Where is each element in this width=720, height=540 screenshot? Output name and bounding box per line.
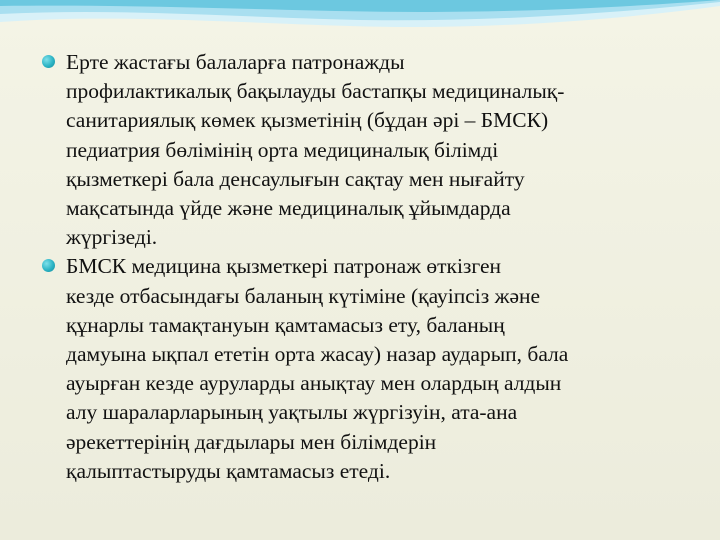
bullet-dot-icon — [42, 259, 55, 272]
bullet-item — [42, 48, 692, 252]
slide-content — [42, 48, 692, 486]
bullet-text: БМСК медицина қызметкері патронаж өткізген кезде отбасындағы баланың күтіміне (қауіпсіз және құнарлы тамақтануын қамтамасыз ету, баланың дамуына ықпал ететін орта жасау) назар аударып, бала ауырған кезде ауруларды анықтау мен олардың алдын алу шараларларының уақтылы жүргізуін, ата-ана әрекеттерінің дағдылары мен білімдерін қалыптастыруды қамтамасыз етеді. — [66, 254, 569, 483]
bullet-item — [42, 252, 692, 486]
bullet-dot-icon — [42, 55, 55, 68]
bullet-text: Ерте жастағы балаларға патронажды профилактикалық бақылауды бастапқы медициналық- санитариялық көмек қызметінің (бұдан әрі – БМСК) педиатрия бөлімінің орта медициналық білімді қызметкері бала денсаулығын сақтау мен нығайту мақсатында үйде және медициналық ұйымдарда жүргізеді. — [66, 50, 565, 250]
